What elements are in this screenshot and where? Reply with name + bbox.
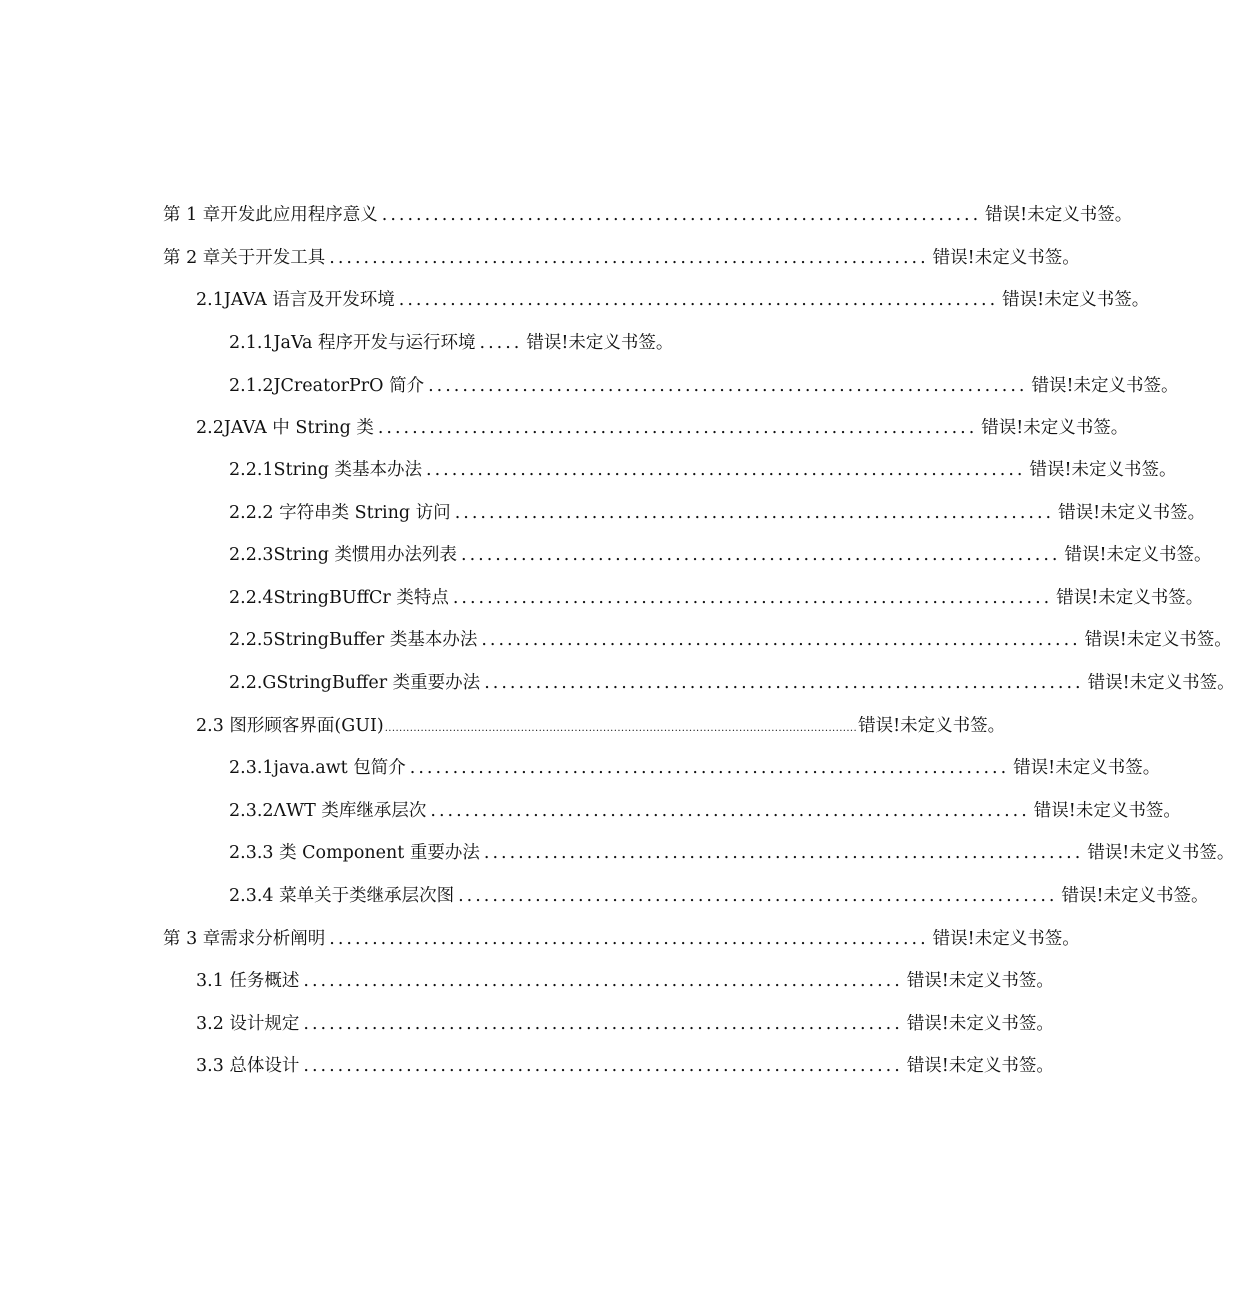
- toc-entry-label: 3.1 任务概述: [196, 971, 300, 991]
- toc-dot-leader: ......................................................................: [458, 886, 1058, 906]
- toc-entry-label: 2.3.3 类 Component 重要办法: [229, 843, 480, 863]
- toc-page-reference: 错误!未定义书签。: [1058, 503, 1206, 523]
- toc-entry-label: 第 1 章开发此应用程序意义: [163, 205, 378, 225]
- toc-dot-leader: ......................................................................: [409, 758, 1010, 778]
- toc-dot-leader: ......................................................................: [426, 460, 1026, 480]
- toc-dot-leader: ......................................................................: [303, 1014, 903, 1034]
- toc-page-reference: 错误!未定义书签。: [526, 333, 674, 353]
- toc-page-reference: 错误!未定义书签。: [985, 205, 1133, 225]
- toc-page-reference: 错误!未定义书签。: [1087, 843, 1235, 863]
- toc-entry-2-2-3[interactable]: [229, 540, 1212, 570]
- toc-entry-2-3-4[interactable]: [229, 881, 1209, 911]
- toc-entry-2-2-6[interactable]: [229, 668, 1235, 698]
- toc-entry-2-3-2[interactable]: [229, 796, 1181, 826]
- toc-dot-leader: ......................................................................: [483, 843, 1084, 863]
- toc-entry-label: 2.3 图形顾客界面(GUI): [196, 716, 384, 736]
- toc-page-reference: 错误!未定义书签。: [932, 929, 1080, 949]
- toc-dot-leader: ......................................................................: [377, 418, 978, 438]
- toc-entry-3-3[interactable]: [196, 1051, 1054, 1081]
- toc-page-reference: 错误!未定义书签。: [906, 1056, 1054, 1076]
- toc-entry-label: 2.1JAVA 语言及开发环境: [196, 290, 395, 310]
- toc-entry-label: 2.2.1String 类基本办法: [229, 460, 423, 480]
- toc-entry-label: 第 3 章需求分析阐明: [163, 929, 326, 949]
- toc-page-reference: 错误!未定义书签。: [1087, 673, 1235, 693]
- toc-page-reference: 错误!未定义书签。: [1056, 588, 1204, 608]
- toc-page-reference: 错误!未定义书签。: [858, 716, 1006, 736]
- toc-entry-2-2-1[interactable]: [229, 455, 1177, 485]
- toc-entry-2-1-2[interactable]: [229, 371, 1179, 401]
- toc-entry-label: 2.2.5StringBuffer 类基本办法: [229, 630, 478, 650]
- toc-entry-label: 2.2.4StringBUffCr 类特点: [229, 588, 449, 608]
- toc-dot-leader: ......................................................................: [430, 801, 1030, 821]
- toc-page-reference: 错误!未定义书签。: [932, 248, 1080, 268]
- toc-entry-chapter-2[interactable]: [163, 243, 1080, 273]
- toc-dot-leader: ......................................................................: [303, 971, 903, 991]
- toc-entry-2-2-2[interactable]: [229, 498, 1206, 528]
- toc-entry-label: 3.2 设计规定: [196, 1014, 300, 1034]
- toc-entry-label: 2.2JAVA 中 String 类: [196, 418, 374, 438]
- toc-entry-2-2[interactable]: [196, 413, 1129, 443]
- toc-page-reference: 错误!未定义书签。: [981, 418, 1129, 438]
- toc-page-reference: 错误!未定义书签。: [1029, 460, 1177, 480]
- toc-entry-label: 2.1.1JaVa 程序开发与运行环境: [229, 333, 476, 353]
- toc-dot-leader: ......................................................................: [428, 376, 1028, 396]
- toc-dot-leader: ......................................................................: [461, 545, 1061, 565]
- toc-entry-2-3[interactable]: [196, 711, 1006, 741]
- toc-dot-leader: ......................................................................: [303, 1056, 903, 1076]
- toc-entry-2-2-4[interactable]: [229, 583, 1204, 613]
- toc-page-reference: 错误!未定义书签。: [906, 971, 1054, 991]
- toc-page-reference: 错误!未定义书签。: [1013, 758, 1161, 778]
- toc-entry-2-2-5[interactable]: [229, 625, 1232, 655]
- toc-page-reference: 错误!未定义书签。: [1031, 376, 1179, 396]
- toc-entry-label: 2.3.4 菜单关于类继承层次图: [229, 886, 455, 906]
- toc-dot-leader: ......................................................................: [454, 503, 1055, 523]
- toc-entry-2-3-3[interactable]: [229, 838, 1235, 868]
- toc-dot-leader: ......................................................................: [398, 290, 999, 310]
- toc-dot-leader: ......................................................................: [484, 673, 1084, 693]
- toc-dot-leader: ....................................................................................................................................: [384, 723, 858, 734]
- toc-entry-2-1-1[interactable]: [229, 328, 674, 358]
- toc-dot-leader: ......................................................................: [329, 248, 929, 268]
- toc-entry-2-1[interactable]: [196, 285, 1150, 315]
- toc-entry-label: 3.3 总体设计: [196, 1056, 300, 1076]
- toc-dot-leader: .....: [479, 333, 523, 353]
- toc-page-reference: 错误!未定义书签。: [1061, 886, 1209, 906]
- toc-page-reference: 错误!未定义书签。: [1033, 801, 1181, 821]
- toc-page-reference: 错误!未定义书签。: [1064, 545, 1212, 565]
- toc-entry-3-1[interactable]: [196, 966, 1054, 996]
- toc-dot-leader: ......................................................................: [381, 205, 982, 225]
- toc-entry-label: 第 2 章关于开发工具: [163, 248, 326, 268]
- toc-entry-label: 2.2.GStringBuffer 类重要办法: [229, 673, 481, 693]
- toc-entry-label: 2.2.2 字符串类 String 访问: [229, 503, 451, 523]
- toc-page-reference: 错误!未定义书签。: [1084, 630, 1232, 650]
- toc-dot-leader: ......................................................................: [452, 588, 1053, 608]
- toc-entry-2-3-1[interactable]: [229, 753, 1161, 783]
- toc-page-reference: 错误!未定义书签。: [906, 1014, 1054, 1034]
- toc-entry-3-2[interactable]: [196, 1009, 1054, 1039]
- toc-entry-chapter-3[interactable]: [163, 924, 1080, 954]
- toc-dot-leader: ......................................................................: [481, 630, 1081, 650]
- toc-entry-label: 2.3.2ΛWT 类库继承层次: [229, 801, 427, 821]
- toc-dot-leader: ......................................................................: [329, 929, 929, 949]
- toc-entry-chapter-1[interactable]: [163, 200, 1133, 230]
- toc-entry-label: 2.3.1java.awt 包简介: [229, 758, 406, 778]
- toc-entry-label: 2.2.3String 类惯用办法列表: [229, 545, 458, 565]
- toc-page-reference: 错误!未定义书签。: [1002, 290, 1150, 310]
- toc-entry-label: 2.1.2JCreatorPrO 简介: [229, 376, 425, 396]
